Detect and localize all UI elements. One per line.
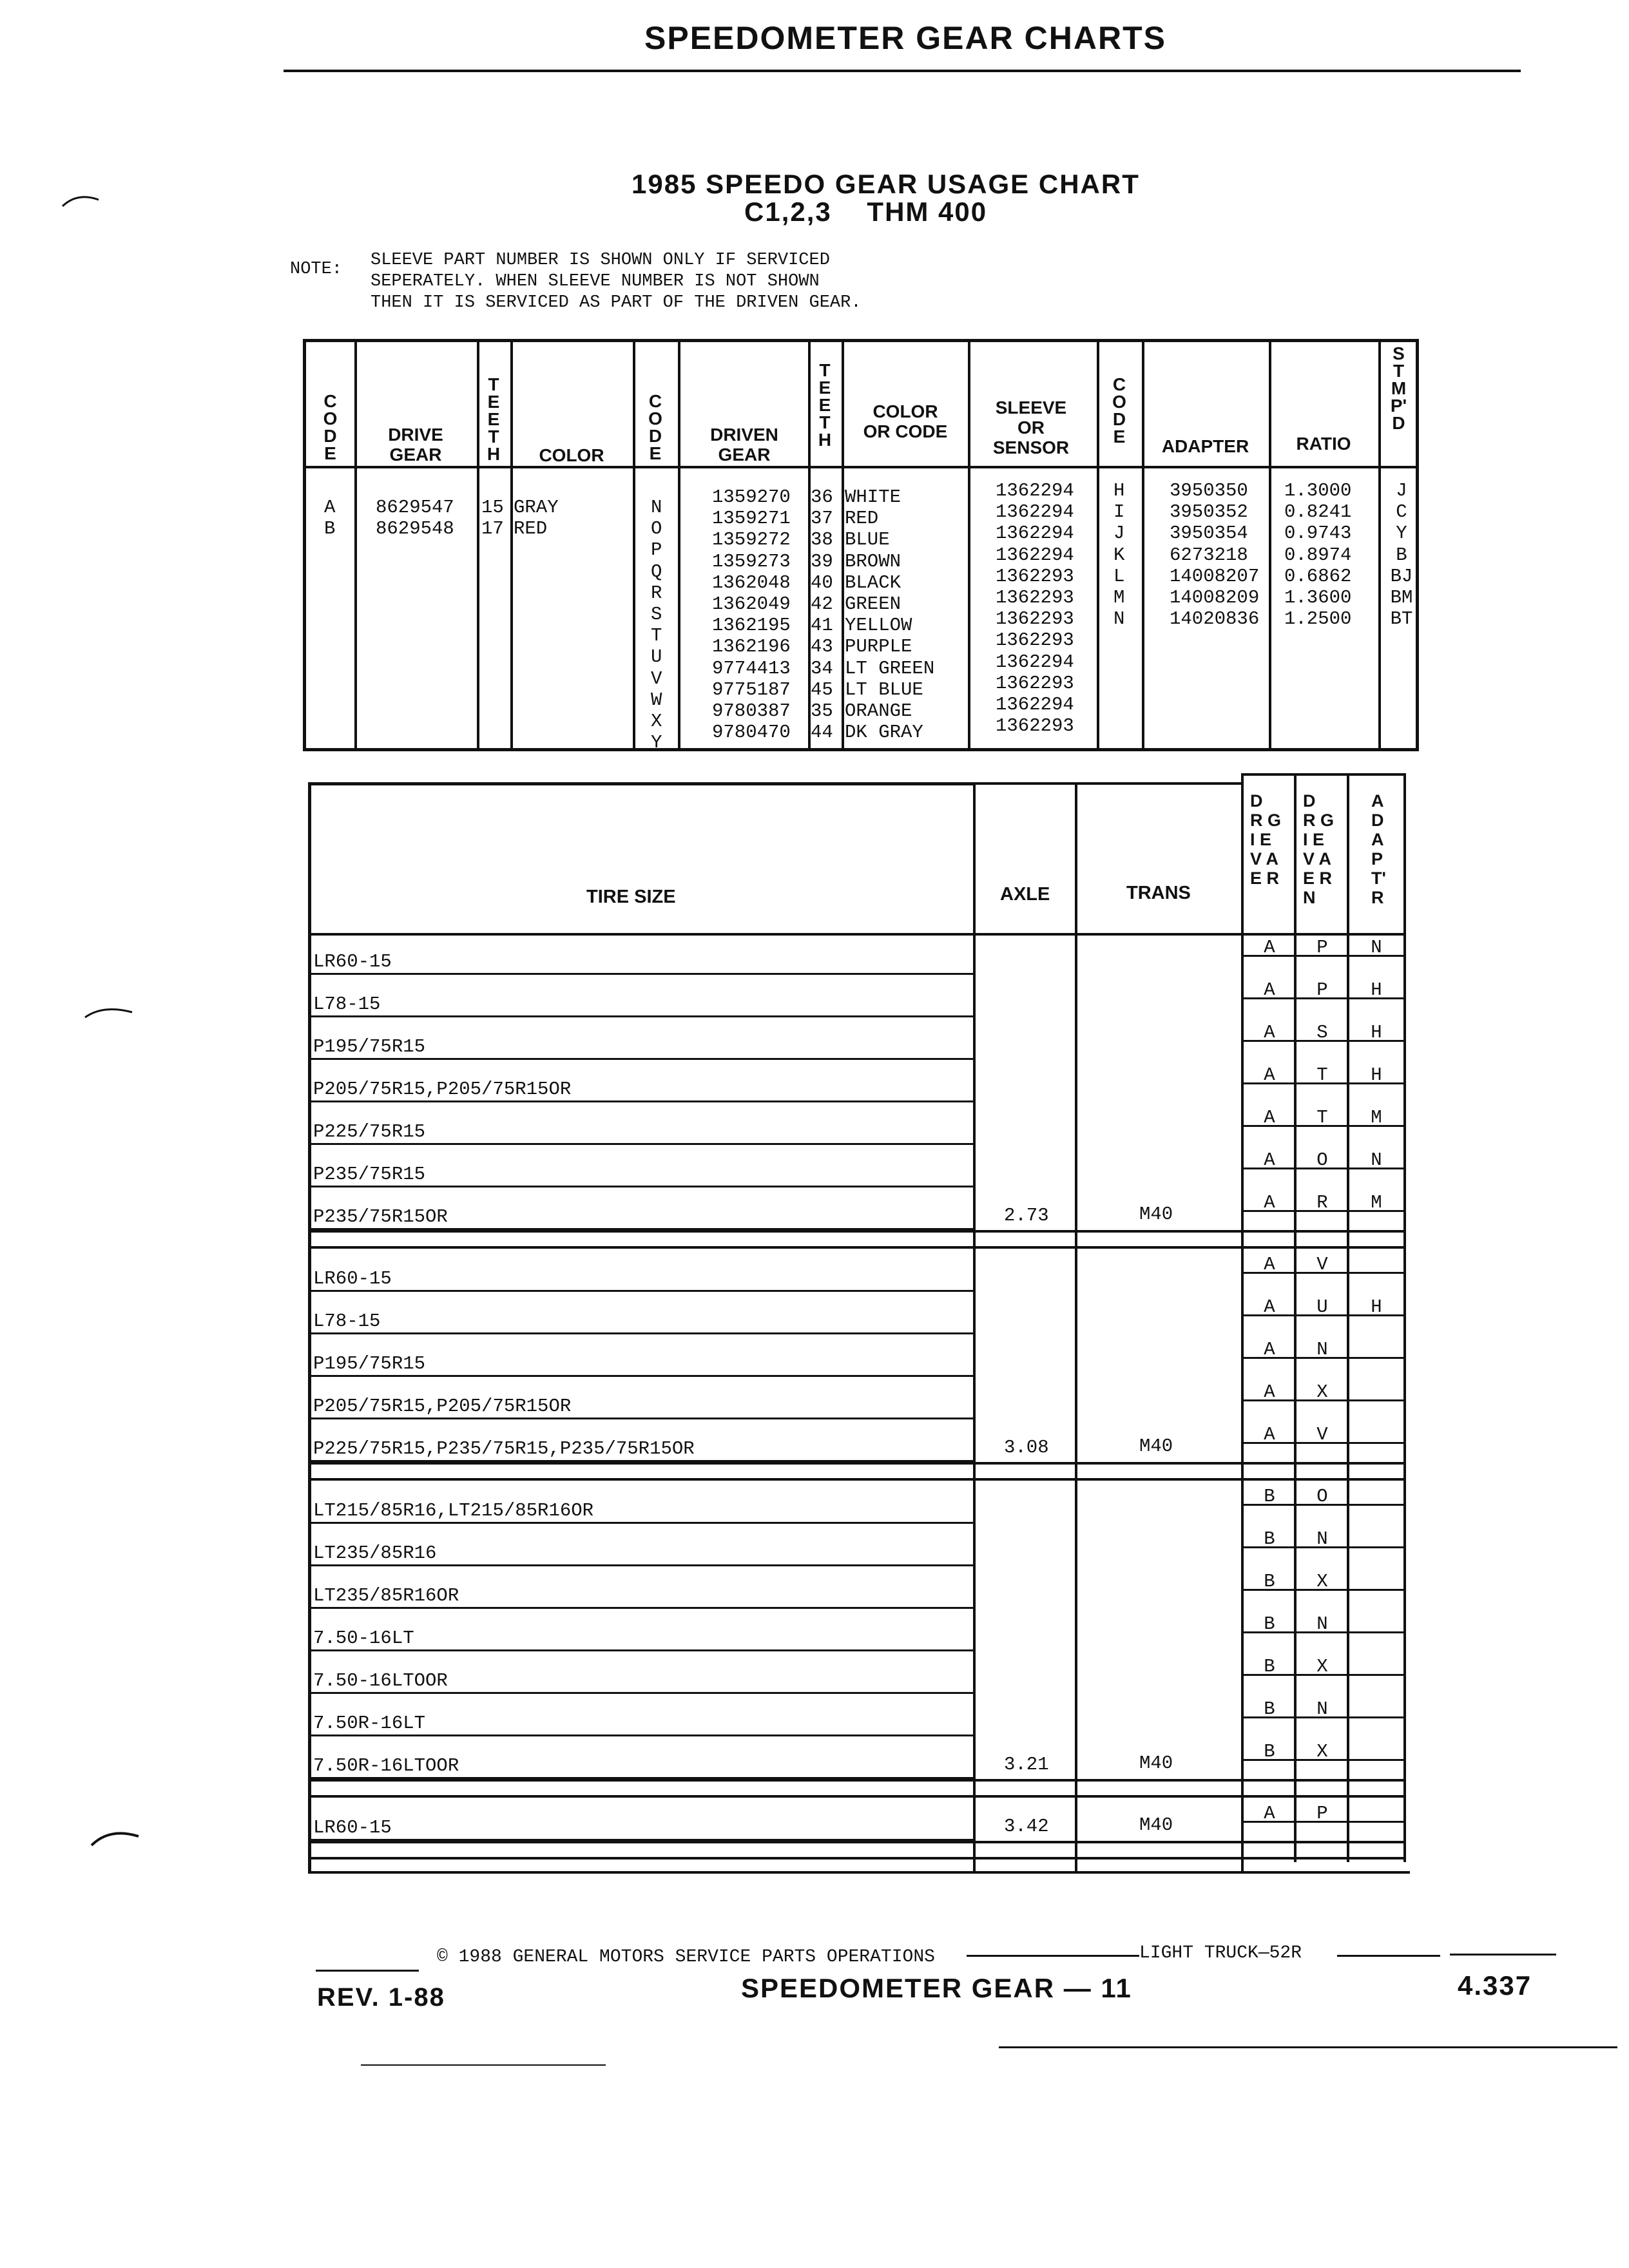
drive-gear-cell: B — [1264, 1486, 1275, 1507]
tire-size-table — [308, 782, 1449, 1871]
drive-gear-cell: A — [1264, 1424, 1275, 1445]
tire-size-cell: L78-15 — [313, 1311, 381, 1332]
footer-revision: REV. 1-88 — [317, 1983, 445, 2012]
margin-mark — [61, 187, 100, 213]
drive-gear-cell: B — [1264, 1698, 1275, 1720]
trans-cell: M40 — [1139, 1204, 1173, 1225]
note-line: SLEEVE PART NUMBER IS SHOWN ONLY IF SERVICED — [371, 251, 830, 270]
driven-gear-cell: X — [1316, 1656, 1328, 1677]
driven-gear-cell: N — [1316, 1698, 1328, 1720]
header-adapter: ADAPTER — [1161, 436, 1249, 456]
tire-size-cell: P205/75R15,P205/75R15OR — [313, 1079, 572, 1100]
axle-cell: 3.21 — [1004, 1754, 1049, 1775]
tire-size-cell: LR60-15 — [313, 1268, 392, 1289]
sleeves: 1362294 1362294 1362294 1362294 1362293 1362293 1362293 1362293 1362294 1362293 1362294 1362293 — [996, 480, 1074, 737]
adapter-gear-cell: M — [1371, 1107, 1382, 1128]
adapter-gear-cell: N — [1371, 937, 1382, 958]
drive-gear-cell: B — [1264, 1656, 1275, 1677]
group-divider — [308, 1857, 1406, 1860]
driven-colors: WHITE RED BLUE BROWN BLACK GREEN YELLOW PURPLE LT GREEN LT BLUE ORANGE DK GRAY — [845, 486, 935, 744]
axle-cell: 3.42 — [1004, 1816, 1049, 1837]
driven-gear-cell: N — [1316, 1339, 1328, 1360]
group-divider — [308, 1779, 1406, 1782]
footer-rule — [999, 2046, 1617, 2048]
header-tire-size: TIRE SIZE — [586, 887, 676, 907]
header-driven-gear: DRIVEN GEAR — [710, 425, 778, 465]
footer-rule — [316, 1970, 419, 1972]
adapter-gear-cell: H — [1371, 1296, 1382, 1318]
tire-size-cell: P235/75R15 — [313, 1164, 426, 1185]
footer-rule — [361, 2064, 606, 2066]
row-divider — [308, 1522, 976, 1524]
header-adapter: A D A P T' R — [1371, 791, 1386, 907]
note-line: SEPERATELY. WHEN SLEEVE NUMBER IS NOT SHOWN — [371, 272, 820, 291]
tire-size-cell: L78-15 — [313, 994, 381, 1015]
footer-rule — [1337, 1955, 1440, 1957]
ratios: 1.3000 0.8241 0.9743 0.8974 0.6862 1.3600 1.2500 — [1284, 480, 1352, 630]
header-ratio: RATIO — [1296, 434, 1351, 454]
header-teeth: T E E T H — [818, 360, 832, 450]
driven-gear-cell: P — [1316, 979, 1328, 1001]
driven-gear-cell: X — [1316, 1381, 1328, 1403]
header-code: C O D E — [648, 391, 662, 463]
row-divider — [308, 1418, 976, 1419]
tire-size-cell: 7.50R-16LT — [313, 1713, 426, 1734]
group-divider — [308, 1462, 1406, 1465]
drive-gear-cell: B — [1264, 1528, 1275, 1550]
row-divider — [308, 1375, 976, 1377]
drive-gear-cell: A — [1264, 1192, 1275, 1213]
footer-section: SPEEDOMETER GEAR — 11 — [741, 1973, 1132, 2003]
adapter-gear-cell: H — [1371, 1064, 1382, 1086]
drive-gear-cell: B — [1264, 1613, 1275, 1635]
header-color-or-code: COLOR OR CODE — [863, 401, 948, 441]
drive-gear-cell: A — [1264, 1107, 1275, 1128]
drive-gear-cell: B — [1264, 1571, 1275, 1592]
drive-teeth: 15 17 — [481, 497, 504, 540]
driven-gear-cell: U — [1316, 1296, 1328, 1318]
driven-gear-cell: P — [1316, 937, 1328, 958]
row-divider — [308, 1607, 976, 1609]
driven-gear-cell: S — [1316, 1022, 1328, 1043]
tire-size-cell: 7.50R-16LTOOR — [313, 1755, 459, 1776]
header-color: COLOR — [539, 445, 604, 465]
row-divider — [308, 1735, 976, 1736]
drive-gear-cell: A — [1264, 1254, 1275, 1275]
row-divider — [308, 1649, 976, 1651]
adapter-gear-cell: H — [1371, 1022, 1382, 1043]
note-label: NOTE: — [290, 260, 343, 279]
adapter-codes: H I J K L M N — [1113, 480, 1125, 630]
adapter-gear-cell: H — [1371, 979, 1382, 1001]
tire-size-cell: P205/75R15,P205/75R15OR — [313, 1396, 572, 1417]
header-drive-gear: DRIVE GEAR — [388, 425, 443, 465]
tire-size-cell: P225/75R15 — [313, 1121, 426, 1142]
footer-rule — [967, 1955, 1139, 1957]
chart-title: 1985 SPEEDO GEAR USAGE CHART — [631, 169, 1140, 199]
header-rule — [284, 70, 1521, 72]
chart-subtitle: C1,2,3 THM 400 — [744, 197, 988, 227]
row-divider — [308, 1564, 976, 1566]
driven-gear-cell: O — [1316, 1149, 1328, 1171]
drive-gear-cell: A — [1264, 1381, 1275, 1403]
driven-gear-cell: V — [1316, 1424, 1328, 1445]
stamped-codes: J C Y B BJ BM BT — [1390, 480, 1413, 630]
row-divider — [308, 1015, 976, 1017]
axle-cell: 3.08 — [1004, 1437, 1049, 1458]
driven-gear-cell: R — [1316, 1192, 1328, 1213]
tire-size-cell: LR60-15 — [313, 1817, 392, 1838]
tire-size-cell: 7.50-16LTOOR — [313, 1670, 448, 1691]
trans-cell: M40 — [1139, 1753, 1173, 1774]
driven-gear-cell: X — [1316, 1741, 1328, 1762]
row-divider — [308, 1692, 976, 1694]
header-sleeve: SLEEVE OR SENSOR — [992, 398, 1070, 457]
driven-codes: N O P Q R S T U V W X Y — [651, 497, 662, 754]
adapters: 3950350 3950352 3950354 6273218 14008207 14008209 14020836 — [1170, 480, 1260, 630]
row-divider — [308, 1186, 976, 1187]
row-divider — [308, 1143, 976, 1145]
driven-gear-cell: T — [1316, 1107, 1328, 1128]
adapter-gear-cell: N — [1371, 1149, 1382, 1171]
footer-copyright: © 1988 GENERAL MOTORS SERVICE PARTS OPERATIONS — [437, 1947, 935, 1967]
driven-gears: 1359270 1359271 1359272 1359273 1362048 1362049 1362195 1362196 9774413 9775187 9780387 9780470 — [712, 486, 791, 744]
tire-size-cell: P225/75R15,P235/75R15,P235/75R15OR — [313, 1438, 695, 1459]
header-axle: AXLE — [1000, 884, 1050, 905]
driven-gear-cell: V — [1316, 1254, 1328, 1275]
tire-size-cell: 7.50-16LT — [313, 1628, 414, 1649]
footer-rule — [1450, 1954, 1556, 1956]
driven-gear-cell: N — [1316, 1528, 1328, 1550]
margin-mark — [90, 1823, 142, 1849]
row-divider — [308, 1332, 976, 1334]
drive-gear-cell: A — [1264, 979, 1275, 1001]
drive-gear-cell: A — [1264, 1022, 1275, 1043]
driven-gear-cell: T — [1316, 1064, 1328, 1086]
header-stamped: S T M P' D — [1390, 343, 1407, 433]
group-divider — [308, 1841, 1406, 1843]
row-divider — [308, 1290, 976, 1292]
group-divider — [308, 1246, 1406, 1249]
drive-gears: 8629547 8629548 — [376, 497, 454, 540]
drive-gear-cell: B — [1264, 1741, 1275, 1762]
header-teeth: T E E T H — [487, 374, 501, 464]
header-drive-gear: D R G I E V A E R — [1250, 791, 1282, 888]
row-divider — [308, 1058, 976, 1060]
margin-mark — [84, 1002, 135, 1021]
drive-gear-cell: A — [1264, 1149, 1275, 1171]
trans-cell: M40 — [1139, 1814, 1173, 1836]
tire-size-cell: P235/75R15OR — [313, 1206, 448, 1227]
driven-teeth: 36 37 38 39 40 42 41 43 34 45 35 44 — [811, 486, 833, 744]
tire-size-cell: P195/75R15 — [313, 1353, 426, 1374]
row-divider — [308, 1100, 976, 1102]
drive-gear-cell: A — [1264, 1339, 1275, 1360]
driven-gear-cell: N — [1316, 1613, 1328, 1635]
drive-codes: A B — [324, 497, 336, 540]
tire-size-cell: LT235/85R16OR — [313, 1585, 459, 1606]
drive-gear-cell: A — [1264, 1064, 1275, 1086]
header-code: C O D E — [323, 391, 338, 463]
tire-size-cell: LR60-15 — [313, 951, 392, 972]
adapter-gear-cell: M — [1371, 1192, 1382, 1213]
page-header-title: SPEEDOMETER GEAR CHARTS — [644, 20, 1166, 56]
drive-gear-cell: A — [1264, 937, 1275, 958]
tire-size-cell: LT215/85R16,LT215/85R16OR — [313, 1500, 594, 1521]
driven-gear-cell: O — [1316, 1486, 1328, 1507]
footer-page-number: 4.337 — [1458, 1970, 1532, 2001]
drive-gear-cell: A — [1264, 1296, 1275, 1318]
header-trans: TRANS — [1126, 883, 1191, 903]
tire-size-cell: P195/75R15 — [313, 1036, 426, 1057]
header-driven-gear: D R G I E V A E R N — [1303, 791, 1335, 907]
group-divider — [308, 1795, 1406, 1798]
footer-publication: LIGHT TRUCK—52R — [1139, 1943, 1302, 1963]
drive-gear-cell: A — [1264, 1803, 1275, 1824]
driven-gear-cell: P — [1316, 1803, 1328, 1824]
drive-colors: GRAY RED — [514, 497, 559, 540]
header-code: C O D E — [1112, 374, 1126, 447]
group-divider — [308, 1478, 1406, 1481]
row-divider — [308, 973, 976, 975]
group-divider — [308, 1230, 1406, 1233]
axle-cell: 2.73 — [1004, 1205, 1049, 1226]
note-line: THEN IT IS SERVICED AS PART OF THE DRIVEN GEAR. — [371, 293, 862, 312]
trans-cell: M40 — [1139, 1436, 1173, 1457]
usage-table — [303, 339, 1419, 754]
tire-size-cell: LT235/85R16 — [313, 1542, 437, 1564]
driven-gear-cell: X — [1316, 1571, 1328, 1592]
